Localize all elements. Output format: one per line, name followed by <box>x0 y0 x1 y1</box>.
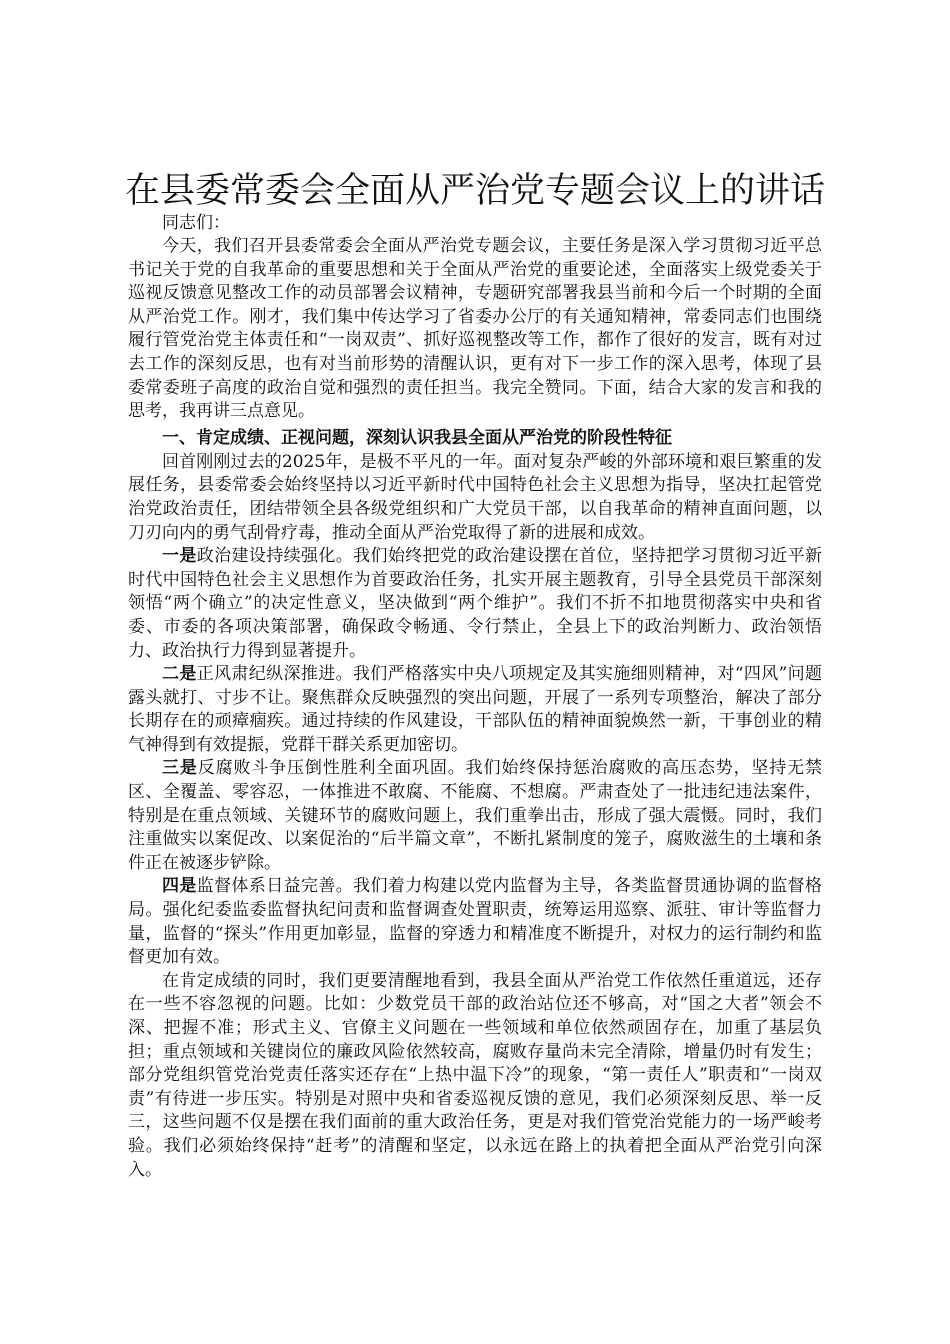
point-text-2: 正风肃纪纵深推进。我们严格落实中央八项规定及其实施细则精神，对“四风”问题露头就打、寸步不让。聚焦群众反映强烈的突出问题，开展了一系列专项整治，解决了部分长期存在的顽瘴痼疾。通过持续的作风建设，干部队伍的精神面貌焕然一新，干事创业的精气神得到有效提振，党群干群关系更加密切。 <box>128 664 822 755</box>
point-lead-1: 一是 <box>162 546 197 567</box>
point-text-1: 政治建设持续强化。我们始终把党的政治建设摆在首位，坚持把学习贯彻习近平新时代中国特色社会主义思想作为首要政治任务，扎实开展主题教育，引导全县党员干部深刻领悟“两个确立”的决定性意义，坚决做到“两个维护”。我们不折不扣地贯彻落实中央和省委、市委的各项决策部署，确保政令畅通、令行禁止，全县上下的政治判断力、政治领悟力、政治执行力得到显著提升。 <box>128 546 823 661</box>
section-heading-1: 一、肯定成绩、正视问题，深刻认识我县全面从严治党的阶段性特征 <box>162 427 672 448</box>
point-paragraph-4 <box>128 875 822 969</box>
point-text-3: 反腐败斗争压倒性胜利全面巩固。我们始终保持惩治腐败的高压态势，坚持无禁区、全覆盖、零容忍，一体推进不敢腐、不能腐、不想腐。严肃查处了一批违纪违法案件，特别是在重点领域、关键环节的腐败问题上，我们重拳出击，形成了强大震慑。同时，我们注重做实以案促改、以案促治的“后半篇文章”，不断扎紧制度的笼子，腐败滋生的土壤和条件正在被逐步铲除。 <box>128 758 823 873</box>
point-paragraph-1 <box>128 545 822 663</box>
point-paragraph-2 <box>128 663 822 757</box>
review-paragraph: 回首刚刚过去的2025年，是极不平凡的一年。面对复杂严峻的外部环境和艰巨繁重的发展任务，县委常委会始终坚持以习近平新时代中国特色社会主义思想为指导，坚决扛起管党治党政治责任，团结带领全县各级党组织和广大党员干部，以自我革命的精神直面问题，以刀刃向内的勇气刮骨疗毒，推动全面从严治党取得了新的进展和成效。 <box>128 451 822 543</box>
intro-paragraph: 今天，我们召开县委常委会全面从严治党专题会议，主要任务是深入学习贯彻习近平总书记关于党的自我革命的重要思想和关于全面从严治党的重要论述，全面落实上级党委关于巡视反馈意见整改工作的动员部署会议精神，专题研究部署我县当前和今后一个时期的全面从严治党工作。刚才，我们集中传达学习了省委办公厅的有关通知精神，常委同志们也围绕履行管党治党主体责任和“一岗双责”、抓好巡视整改等工作，都作了很好的发言，既有对过去工作的深刻反思，也有对当前形势的清醒认识，更有对下一步工作的深入思考，体现了县委常委班子高度的政治自觉和强烈的责任担当。我完全赞同。下面，结合大家的发言和我的思考，我再讲三点意见。 <box>128 236 822 422</box>
point-lead-3: 三是 <box>162 758 198 779</box>
problems-paragraph: 在肯定成绩的同时，我们更要清醒地看到，我县全面从严治党工作依然任重道远，还存在一些不容忽视的问题。比如：少数党员干部的政治站位还不够高，对“国之大者”领会不深、把握不准；形式主义、官僚主义问题在一些领域和单位依然顽固存在，加重了基层负担；重点领域和关键岗位的廉政风险依然较高，腐败存量尚未完全清除，增量仍时有发生；部分党组织管党治党责任落实还存在“上热中温下冷”的现象，“第一责任人”职责和“一岗双责”有待进一步压实。特别是对照中央和省委巡视反馈的意见，我们必须深刻反思、举一反三，这些问题不仅是摆在我们面前的重大政治任务，更是对我们管党治党能力的一场严峻考验。我们必须始终保持“赶考”的清醒和坚定，以永远在路上的执着把全面从严治党引向深入。 <box>128 970 822 1180</box>
point-text-4: 监督体系日益完善。我们着力构建以党内监督为主导，各类监督贯通协调的监督格局。强化纪委监委监督执纪问责和监督调查处置职责，统筹运用巡察、派驻、审计等监督力量，监督的“探头”作用更加彰显，监督的穿透力和精准度不断提升，对权力的运行制约和监督更加有效。 <box>128 876 823 968</box>
document-page <box>124 170 825 1182</box>
point-lead-2: 二是 <box>162 664 197 685</box>
document-title: 在县委常委会全面从严治党专题会议上的讲话 <box>124 171 825 211</box>
point-lead-4: 四是 <box>162 876 197 897</box>
point-paragraph-3 <box>128 757 822 875</box>
salutation: 同志们： <box>162 213 230 233</box>
